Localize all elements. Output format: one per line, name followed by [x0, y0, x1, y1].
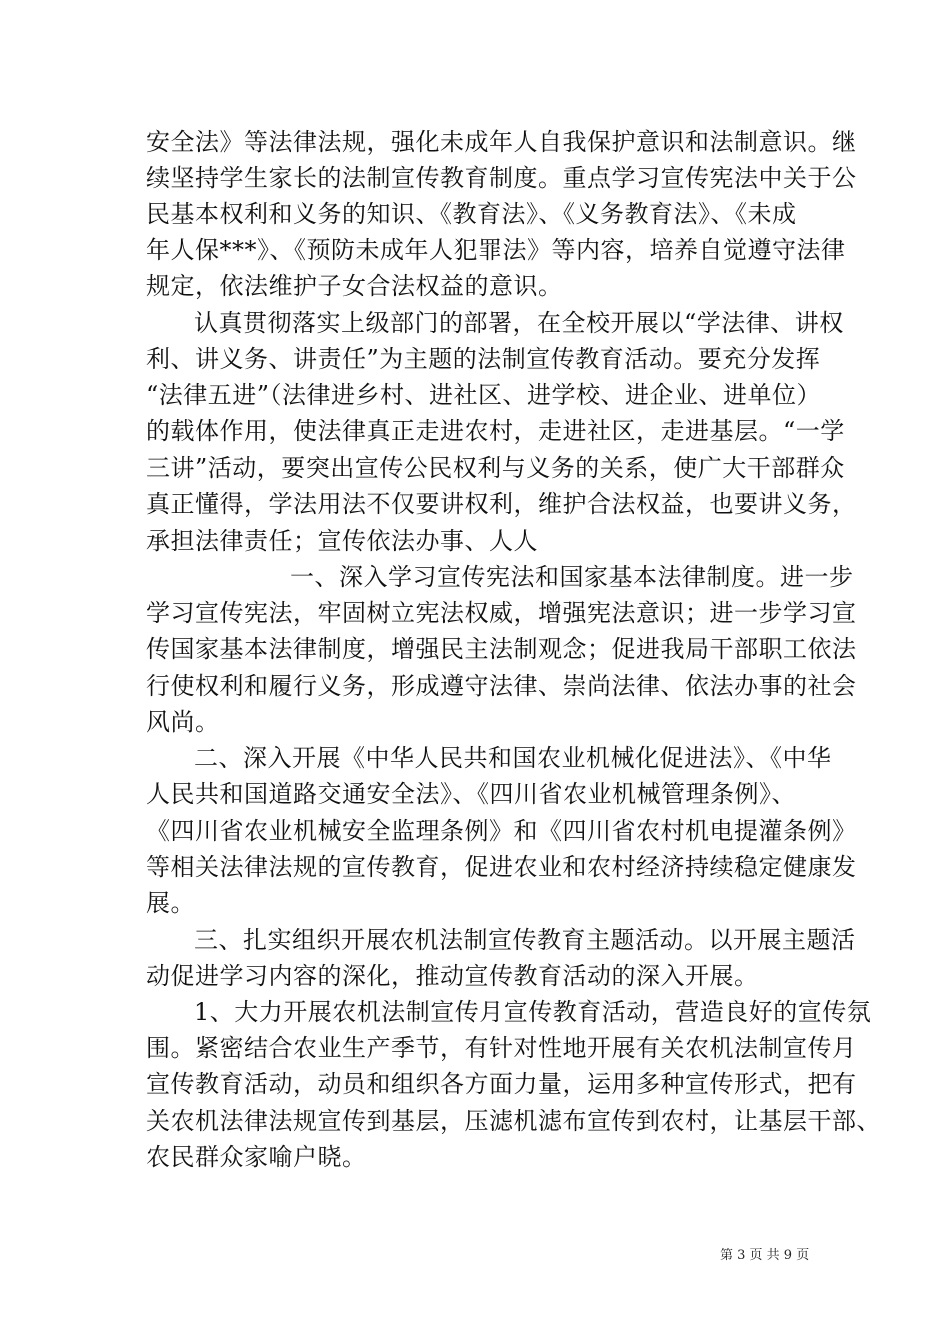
- text-line: 等相关法律法规的宣传教育，促进农业和农村经济持续稳定健康发: [146, 853, 857, 881]
- text-line: 风尚。: [146, 708, 220, 736]
- text-line: 认真贯彻落实上级部门的部署，在全校开展以“学法律、讲权: [194, 309, 844, 337]
- text-line: 关农机法律法规宣传到基层，压滤机滤布宣传到农村，让基层干部、: [146, 1107, 881, 1135]
- text-line: 一、深入学习宣传宪法和国家基本法律制度。进一步: [290, 563, 854, 591]
- text-line: 承担法律责任；宣传依法办事、人人: [146, 527, 538, 555]
- text-line: 三、扎实组织开展农机法制宣传教育主题活动。以开展主题活: [194, 926, 856, 954]
- text-line: 三讲”活动，要突出宣传公民权利与义务的关系，使广大干部群众: [146, 454, 845, 482]
- text-line: 学习宣传宪法，牢固树立宪法权威，增强宪法意识；进一步学习宣: [146, 599, 857, 627]
- text-line: 规定，依法维护子女合法权益的意识。: [146, 272, 563, 300]
- text-line: “法律五进”（法律进乡村、进社区、进学校、进企业、进单位）: [146, 381, 822, 409]
- text-line: 二、深入开展《中华人民共和国农业机械化促进法》、《中华: [194, 744, 832, 772]
- text-line: 宣传教育活动，动员和组织各方面力量，运用多种宣传形式，把有: [146, 1070, 857, 1098]
- page-number: 第 3 页 共 9 页: [720, 1248, 810, 1263]
- text-line: 动促进学习内容的深化，推动宣传教育活动的深入开展。: [146, 962, 759, 990]
- text-line: 真正懂得，学法用法不仅要讲权利，维护合法权益，也要讲义务，: [146, 490, 857, 518]
- text-line: 续坚持学生家长的法制宣传教育制度。重点学习宣传宪法中关于公: [146, 164, 857, 192]
- text-line: 农民群众家喻户晓。: [146, 1143, 367, 1171]
- text-line: 利、讲义务、讲责任”为主题的法制宣传教育活动。要充分发挥: [146, 345, 821, 373]
- text-line: 1、大力开展农机法制宣传月宣传教育活动，营造良好的宣传氛: [194, 998, 872, 1026]
- text-line: 《四川省农业机械安全监理条例》和《四川省农村机电提灌条例》: [146, 817, 857, 845]
- text-line: 年人保***》、《预防未成年人犯罪法》等内容，培养自觉遵守法律: [146, 236, 846, 264]
- text-line: 传国家基本法律制度，增强民主法制观念；促进我局干部职工依法: [146, 635, 857, 663]
- text-line: 行使权利和履行义务，形成遵守法律、崇尚法律、依法办事的社会: [146, 672, 857, 700]
- text-line: 人民共和国道路交通安全法》、《四川省农业机械管理条例》、: [146, 780, 796, 808]
- text-line: 展。: [146, 889, 195, 917]
- text-line: 民基本权利和义务的知识、《教育法》、《义务教育法》、《未成: [146, 200, 797, 228]
- text-line: 安全法》等法律法规，强化未成年人自我保护意识和法制意识。继: [146, 128, 857, 156]
- text-line: 围。紧密结合农业生产季节，有针对性地开展有关农机法制宣传月: [146, 1034, 857, 1062]
- text-line: 的载体作用，使法律真正走进农村，走进社区，走进基层。“一学: [146, 417, 845, 445]
